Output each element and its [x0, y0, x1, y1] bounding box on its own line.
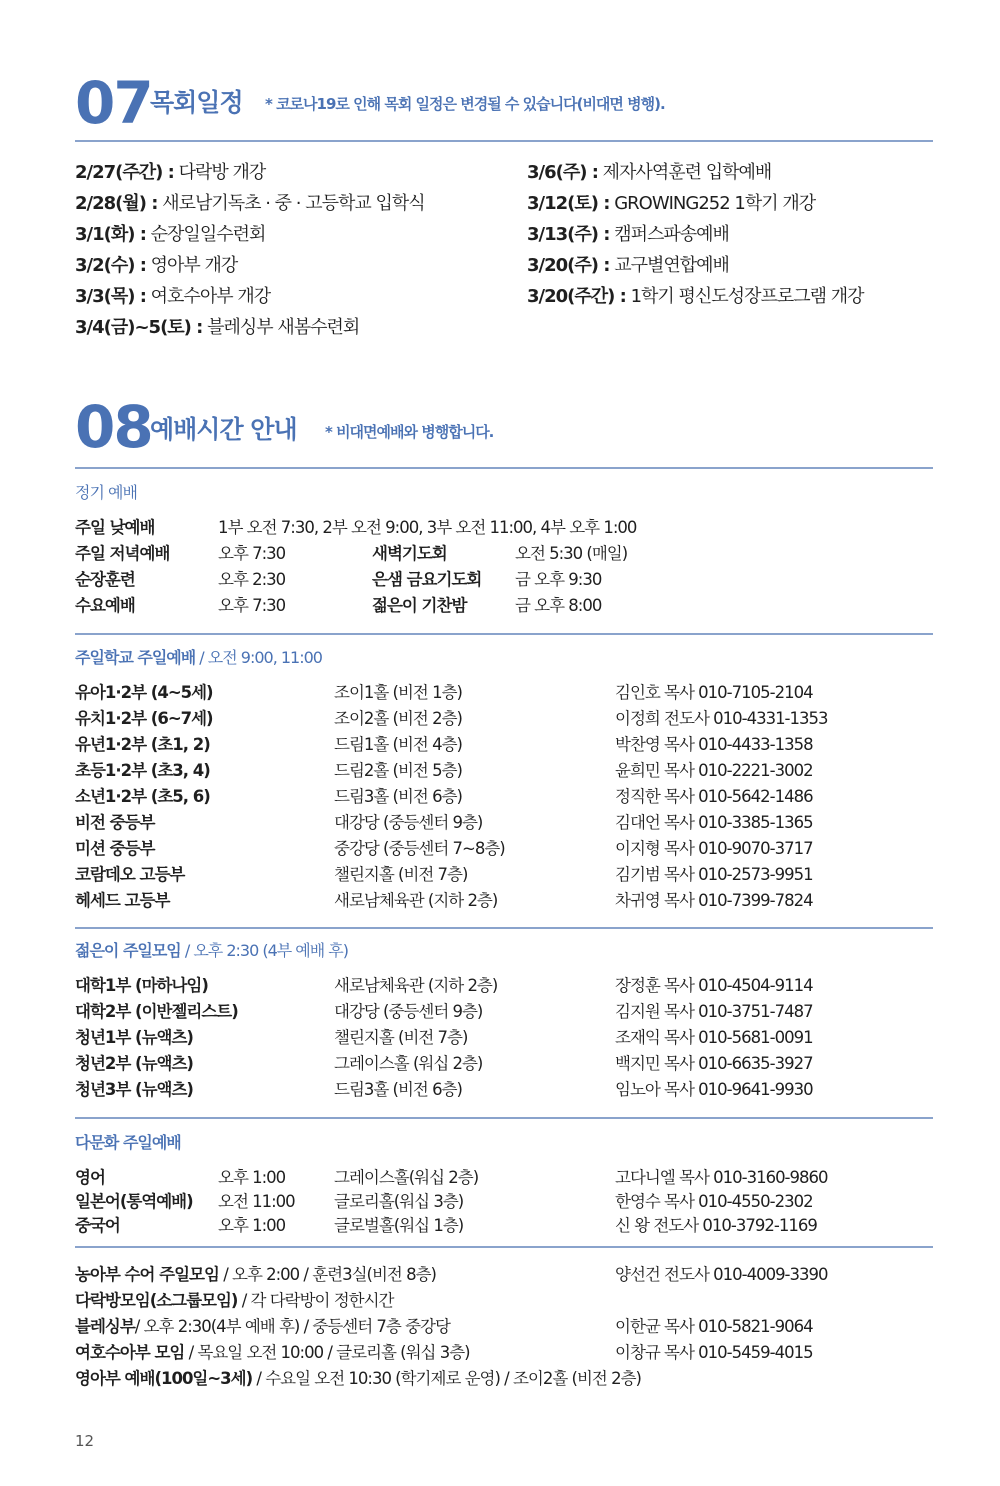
table-row: 대학2부 (이반젤리스트) 대강당 (중등센터 9층) 김지원 목사 010-3751-7487 [75, 1002, 813, 1021]
multicultural-heading: 다문화 주일예배 [75, 1133, 181, 1152]
table-row: 청년2부 (뉴액츠) 그레이스홀 (워십 2층) 백지민 목사 010-6635-3927 [75, 1054, 813, 1073]
section-07-number: 07 [75, 69, 152, 137]
schedule-item: 3/1(화) : 순장일일수련회 [75, 224, 266, 245]
section-07-note: * 코로나19로 인해 목회 일정은 변경될 수 있습니다(비대면 병행). [265, 95, 665, 113]
schedule-item: 3/4(금)~5(토) : 블레싱부 새봄수련회 [75, 317, 360, 338]
table-row: 유년1·2부 (초1, 2) 드림1홀 (비전 4층) 박찬영 목사 010-4433-1358 [75, 735, 813, 754]
divider [75, 1246, 933, 1248]
table-row: 소년1·2부 (초5, 6) 드림3홀 (비전 6층) 정직한 목사 010-5642-1486 [75, 787, 813, 806]
schedule-item: 3/12(토) : GROWING252 1학기 개강 [527, 193, 816, 214]
page-number: 12 [75, 1432, 95, 1450]
section-07-title: 목회일정 [150, 88, 243, 117]
table-row: 미션 중등부 중강당 (중등센터 7~8층) 이지형 목사 010-9070-3717 [75, 839, 813, 858]
regular-service-heading: 정기 예배 [75, 483, 137, 502]
service-row: 순장훈련 오후 2:30 은샘 금요기도회 금 오후 9:30 [75, 570, 602, 589]
sunday-school-heading: 주일학교 주일예배 / 오전 9:00, 11:00 [75, 648, 322, 667]
divider [75, 633, 933, 635]
table-row: 유치1·2부 (6~7세) 조이2홀 (비전 2층) 이정희 전도사 010-4331-1353 [75, 709, 828, 728]
section-08-note: * 비대면예배와 병행합니다. [325, 423, 494, 441]
divider [75, 927, 933, 929]
schedule-item: 2/28(월) : 새로남기독초 · 중 · 고등학교 입학식 [75, 193, 425, 214]
schedule-item: 3/2(수) : 영아부 개강 [75, 255, 238, 276]
table-row: 유아1·2부 (4~5세) 조이1홀 (비전 1층) 김인호 목사 010-7105-2104 [75, 683, 813, 702]
section-08-number: 08 [75, 393, 152, 461]
table-row: 비전 중등부 대강당 (중등센터 9층) 김대언 목사 010-3385-1365 [75, 813, 813, 832]
table-row: 청년3부 (뉴액츠) 드림3홀 (비전 6층) 임노아 목사 010-9641-9930 [75, 1080, 813, 1099]
table-row: 대학1부 (마하나임) 새로남체육관 (지하 2층) 장정훈 목사 010-4504-9114 [75, 976, 813, 995]
table-row: 영어 오후 1:00 그레이스홀(워십 2층) 고다니엘 목사 010-3160-9860 [75, 1168, 828, 1187]
schedule-item: 2/27(주간) : 다락방 개강 [75, 162, 266, 183]
table-row: 헤세드 고등부 새로남체육관 (지하 2층) 차귀영 목사 010-7399-7824 [75, 891, 813, 910]
section-07-divider [75, 140, 933, 142]
service-row: 주일 낮예배 1부 오전 7:30, 2부 오전 9:00, 3부 오전 11:00, 4부 오후 1:00 [75, 518, 637, 537]
schedule-item: 3/20(주간) : 1학기 평신도성장프로그램 개강 [527, 286, 864, 307]
schedule-item: 3/20(주) : 교구별연합예배 [527, 255, 729, 276]
table-row: 코람데오 고등부 챌린지홀 (비전 7층) 김기범 목사 010-2573-9951 [75, 865, 813, 884]
table-row: 영아부 예배(100일~3세) / 수요일 오전 10:30 (학기제로 운영) / 조이2홀 (비전 2층) [75, 1369, 641, 1388]
schedule-item: 3/3(목) : 여호수아부 개강 [75, 286, 271, 307]
table-row: 청년1부 (뉴액츠) 챌린지홀 (비전 7층) 조재익 목사 010-5681-0091 [75, 1028, 813, 1047]
table-row: 초등1·2부 (초3, 4) 드림2홀 (비전 5층) 윤희민 목사 010-2221-3002 [75, 761, 813, 780]
table-row: 다락방모임(소그룹모임) / 각 다락방이 정한시간 [75, 1291, 394, 1310]
youth-heading: 젊은이 주일모임 / 오후 2:30 (4부 예배 후) [75, 941, 349, 960]
section-08-divider [75, 467, 933, 469]
table-row: 일본어(통역예배) 오전 11:00 글로리홀(워십 3층) 한영수 목사 010-4550-2302 [75, 1192, 813, 1211]
service-row: 수요예배 오후 7:30 젊은이 기찬밤 금 오후 8:00 [75, 596, 602, 615]
section-08-title: 예배시간 안내 [150, 415, 297, 444]
schedule-item: 3/6(주) : 제자사역훈련 입학예배 [527, 162, 772, 183]
schedule-item: 3/13(주) : 캠퍼스파송예배 [527, 224, 729, 245]
service-row: 주일 저녁예배 오후 7:30 새벽기도회 오전 5:30 (매일) [75, 544, 628, 563]
table-row: 여호수아부 모임 / 목요일 오전 10:00 / 글로리홀 (워십 3층) 이창규 목사 010-5459-4015 [75, 1343, 813, 1362]
divider [75, 1117, 933, 1119]
table-row: 농아부 수어 주일모임 / 오후 2:00 / 훈련3실(비전 8층) 양선건 전도사 010-4009-3390 [75, 1265, 828, 1284]
table-row: 블레싱부/ 오후 2:30(4부 예배 후) / 중등센터 7층 중강당 이한균 목사 010-5821-9064 [75, 1317, 813, 1336]
table-row: 중국어 오후 1:00 글로벌홀(워십 1층) 신 왕 전도사 010-3792-1169 [75, 1216, 817, 1235]
